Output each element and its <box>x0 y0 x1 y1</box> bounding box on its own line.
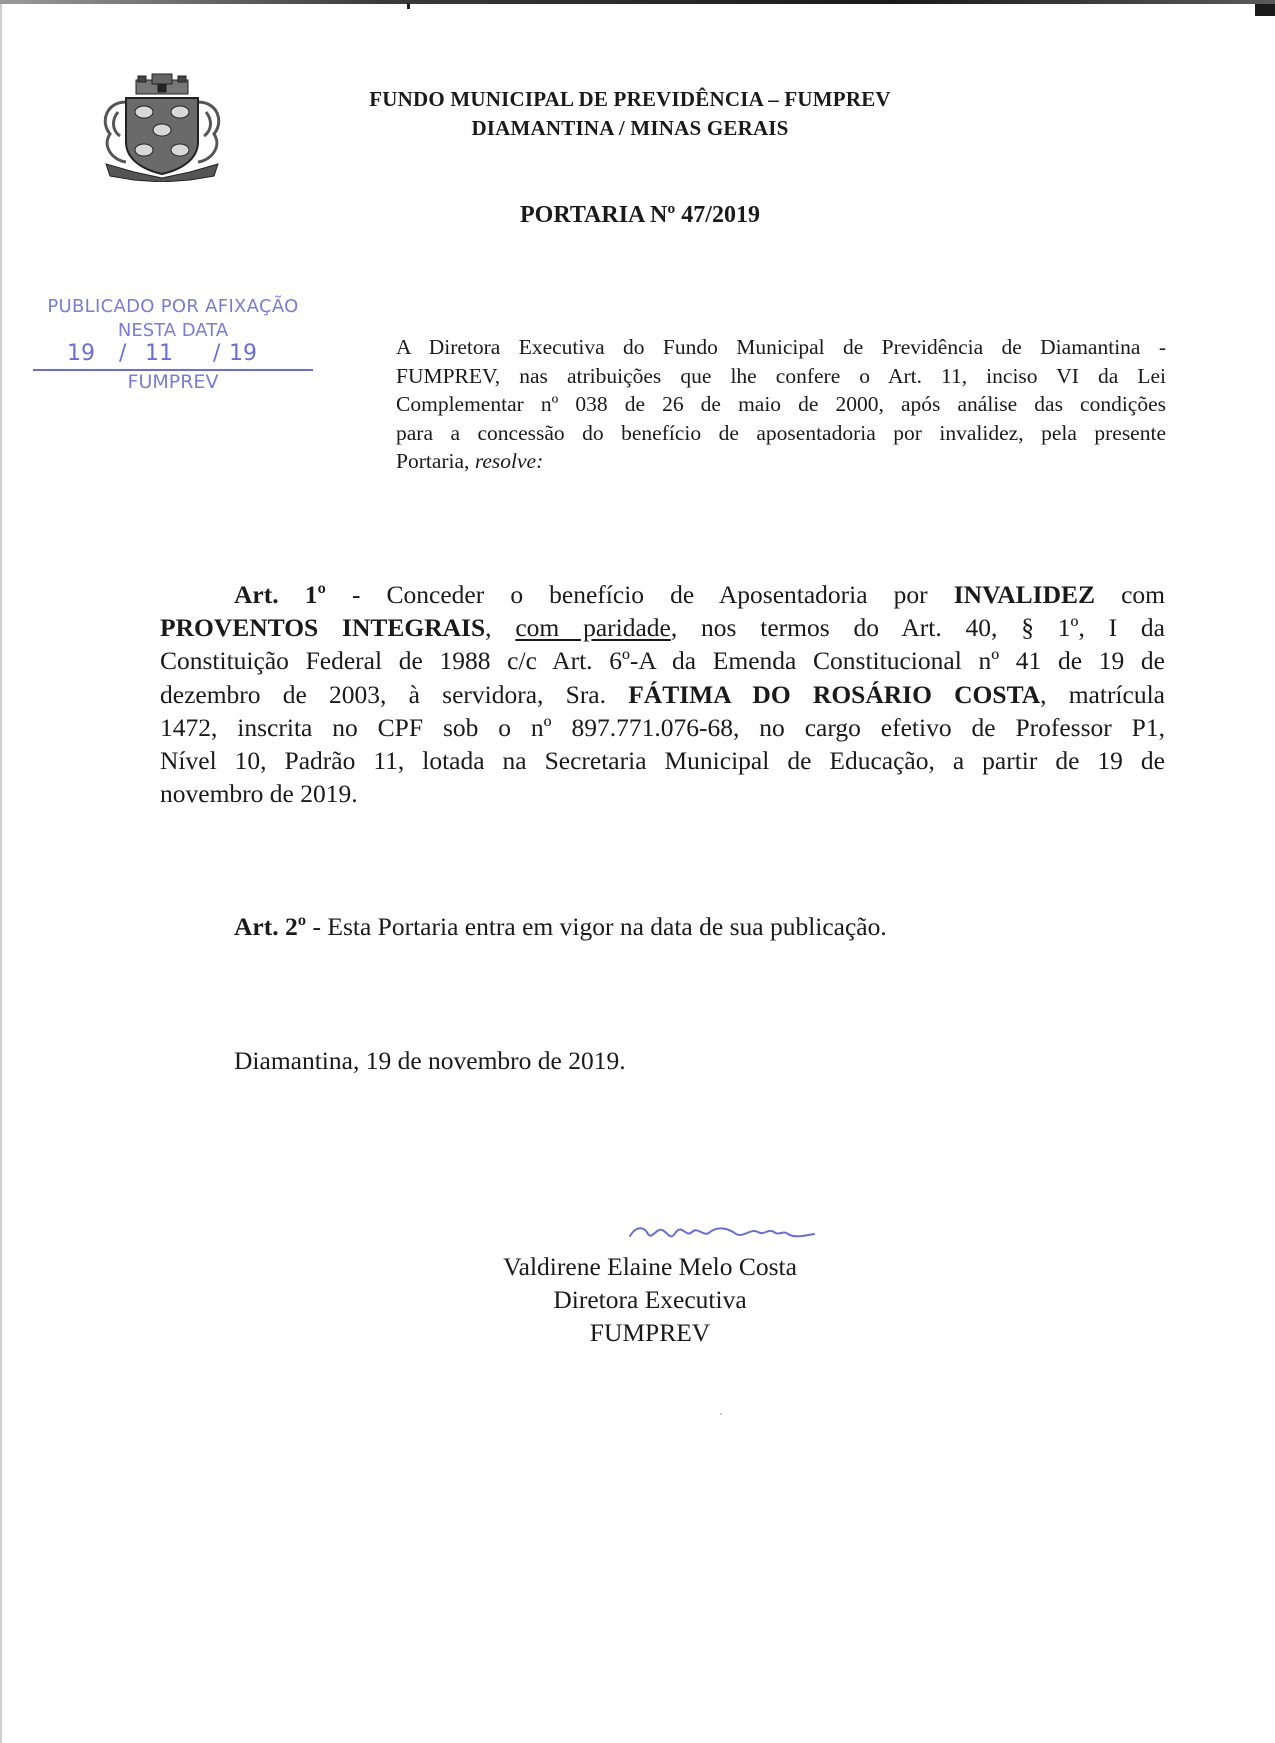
article-1-line <box>160 611 1165 644</box>
preamble-line: Complementar nº 038 de 26 de maio de 2000, após análise das condições <box>396 392 1166 416</box>
article-1-text: com <box>1095 580 1165 609</box>
beneficiary-name: FÁTIMA DO ROSÁRIO COSTA <box>628 679 1041 709</box>
article-2-text: - Esta Portaria entra em vigor na data de sua publicação. <box>306 912 887 941</box>
publication-stamp <box>28 296 318 393</box>
article-2-label: Art. 2º <box>234 912 307 941</box>
paridade-clause: com paridade <box>515 613 671 643</box>
institution-location: DIAMANTINA / MINAS GERAIS <box>471 116 789 140</box>
preamble-line: A Diretora Executiva do Fundo Municipal de Previdência de Diamantina - <box>396 335 1166 359</box>
article-1-text: , matrícula <box>1040 679 1165 709</box>
stamp-sep-1: / <box>119 341 127 366</box>
stamp-year: 19 <box>229 341 257 366</box>
preamble-resolve: resolve: <box>474 449 544 473</box>
municipal-coat-of-arms-icon <box>96 72 228 182</box>
place-and-date: Diamantina, 19 de novembro de 2019. <box>234 1046 626 1075</box>
scan-tick-mark <box>407 3 410 9</box>
article-1-line: 1472, inscrita no CPF sob o nº 897.771.076-68, no cargo efetivo de Professor P1, <box>160 712 1165 742</box>
scan-edge-left <box>0 0 2 1743</box>
article-1-text: dezembro de 2003, à servidora, Sra. <box>160 679 629 709</box>
signatory-org: FUMPREV <box>589 1318 711 1347</box>
stamp-day: 19 <box>67 341 95 366</box>
stamp-sep-2: / <box>213 341 221 366</box>
article-2 <box>234 912 1134 942</box>
preamble-line <box>396 447 1166 476</box>
scan-edge-mark <box>1255 4 1275 16</box>
stamp-line-date-label: NESTA DATA <box>117 320 229 341</box>
stamp-line-published: PUBLICADO POR AFIXAÇÃO <box>47 296 299 317</box>
article-1-text: , nos termos do Art. 40, § 1º, I da <box>670 613 1166 643</box>
signatory-role: Diretora Executiva <box>553 1285 747 1314</box>
preamble-paragraph <box>396 333 1166 476</box>
document-title: PORTARIA Nº 47/2019 <box>520 202 760 228</box>
article-1-line <box>160 578 1165 611</box>
scan-edge-top <box>0 0 1275 4</box>
handwritten-signature-icon <box>628 1218 818 1248</box>
article-1-text: - Conceder o benefício de Aposentadoria por <box>325 580 954 609</box>
institution-name: FUNDO MUNICIPAL DE PREVIDÊNCIA – FUMPREV <box>369 87 891 111</box>
article-1-line: Constituição Federal de 1988 c/c Art. 6º-A da Emenda Constitucional nº 41 de 19 de <box>160 646 1165 676</box>
signature-block <box>470 1250 830 1349</box>
signatory-name: Valdirene Elaine Melo Costa <box>503 1252 797 1281</box>
stamp-handwritten-date <box>33 343 313 371</box>
scan-speck <box>720 1413 722 1415</box>
article-1-text: , <box>485 613 516 643</box>
preamble-line: FUMPREV, nas atribuições que lhe confere o Art. 11, inciso VI da Lei <box>396 363 1166 388</box>
preamble-line: para a concessão do benefício de aposentadoria por invalidez, pela presente <box>396 420 1166 445</box>
article-1-line: novembro de 2019. <box>160 779 358 809</box>
stamp-month: 11 <box>145 341 173 366</box>
benefit-type: INVALIDEZ <box>953 580 1095 609</box>
article-1-line: Nível 10, Padrão 11, lotada na Secretaria Municipal de Educação, a partir de 19 de <box>160 746 1165 776</box>
preamble-portaria: Portaria, <box>396 449 475 473</box>
proventos-type: PROVENTOS INTEGRAIS <box>160 613 486 643</box>
article-1-label: Art. 1º <box>234 580 326 609</box>
stamp-line-org: FUMPREV <box>127 371 219 393</box>
article-1 <box>160 578 1165 810</box>
article-1-line <box>160 678 1165 711</box>
